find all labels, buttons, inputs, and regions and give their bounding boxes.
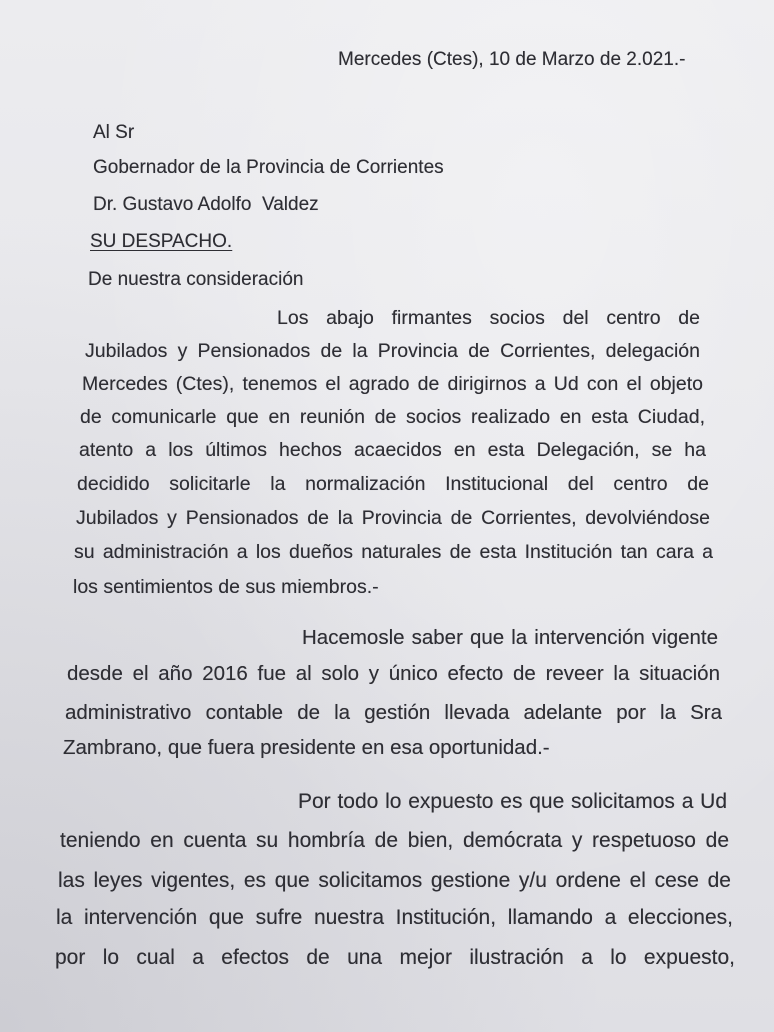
body-line: las leyes vigentes, es que solicitamos gestione y/u ordene el cese de	[58, 869, 731, 892]
body-line: la intervención que sufre nuestra Institución, llamando a elecciones,	[56, 906, 733, 929]
body-line: Jubilados y Pensionados de la Provincia de Corrientes, devolviéndose	[76, 507, 710, 529]
salutation: De nuestra consideración	[88, 269, 304, 290]
body-line: por lo cual a efectos de una mejor ilustración a lo expuesto,	[55, 946, 735, 969]
body-line: de comunicarle que en reunión de socios realizado en esta Ciudad,	[80, 406, 705, 428]
recipient-name: Dr. Gustavo Adolfo Valdez	[93, 194, 319, 215]
body-line: desde el año 2016 fue al solo y único efecto de reveer la situación	[67, 662, 720, 685]
date-line: Mercedes (Ctes), 10 de Marzo de 2.021.-	[338, 49, 686, 70]
body-line: los sentimientos de sus miembros.-	[73, 576, 379, 598]
body-line: Los abajo firmantes socios del centro de	[277, 307, 700, 329]
body-line: Jubilados y Pensionados de la Provincia de Corrientes, delegación	[85, 340, 700, 362]
body-line: atento a los últimos hechos acaecidos en esta Delegación, se ha	[79, 439, 706, 461]
body-line: decidido solicitarle la normalización Institucional del centro de	[77, 473, 709, 495]
body-line: Por todo lo expuesto es que solicitamos a Ud	[298, 790, 727, 813]
body-line: su administración a los dueños naturales de esta Institución tan cara a	[74, 541, 713, 563]
body-line: administrativo contable de la gestión llevada adelante por la Sra	[65, 701, 722, 724]
recipient-office: SU DESPACHO.	[90, 231, 233, 252]
body-line: Zambrano, que fuera presidente en esa oportunidad.-	[63, 736, 550, 759]
recipient-title: Al Sr	[93, 122, 135, 143]
body-line: teniendo en cuenta su hombría de bien, demócrata y respetuoso de	[60, 829, 729, 852]
body-line: Hacemosle saber que la intervención vigente	[302, 626, 718, 649]
recipient-position: Gobernador de la Provincia de Corrientes	[93, 157, 444, 178]
body-line: Mercedes (Ctes), tenemos el agrado de dirigirnos a Ud con el objeto	[82, 373, 703, 395]
